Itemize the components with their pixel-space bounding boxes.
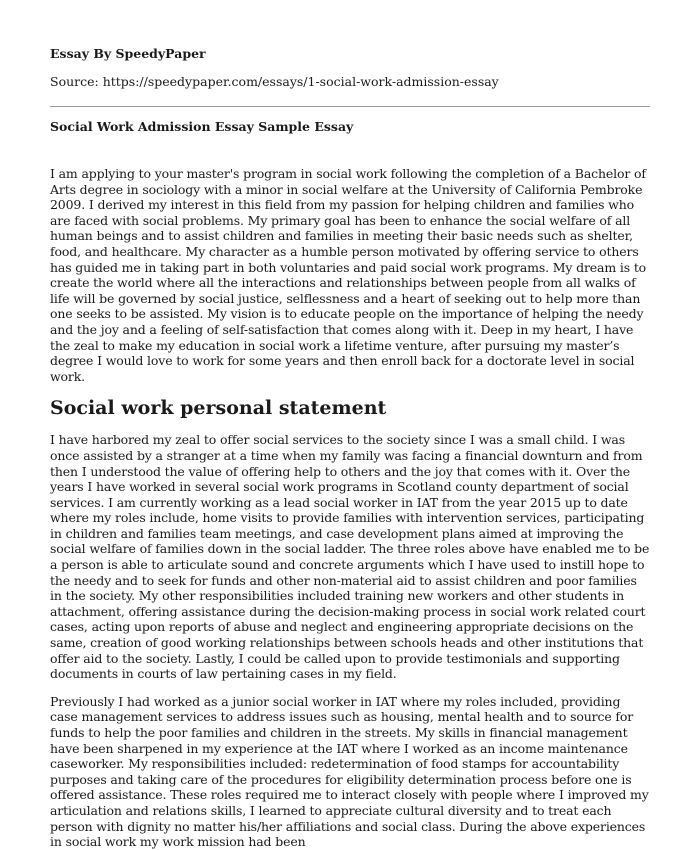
intro-paragraph: I am applying to your master's program in social work following the completion of a Bachelor of Arts degree in sociology with a minor in social welfare at the University of California Pembroke 2009. I derived my interest in this field from my passion for helping children and families who are faced with social problems. My primary goal has been to enhance the social welfare of all human beings and to assist children and families in meeting their basic needs such as shelter, food, and healthcare. My character as a humble person motivated by offering service to others has guided me in taking part in both voluntaries and paid social work programs. My dream is to create the world where all the interactions and relationships between people from all walks of life will be governed by social justice, selflessness and a heart of seeking out to help more than one seeks to be assisted. My vision is to educate people on the importance of helping the needy and the joy and a feeling of self-satisfaction that comes along with it. Deep in my heart, I have the zeal to make my education in social work a lifetime venture, after pursuing my master’s degree I would love to work for some years and then enroll back for a doctorate level in social work. (50, 166, 647, 384)
source-line: Source: https://speedypaper.com/essays/1-social-work-admission-essay (50, 74, 499, 89)
brand-title: Essay By SpeedyPaper (50, 46, 206, 61)
essay-title: Social Work Admission Essay Sample Essay (50, 119, 354, 134)
section-heading: Social work personal statement (50, 397, 387, 420)
body-paragraph-1: I have harbored my zeal to offer social services to the society since I was a small child. I was once assisted by a stranger at a time when my family was facing a financial downturn and from then I understood the value of offering help to others and the joy that comes with it. Over the years I have worked in several social work programs in Scotland county department of social services. I am currently working as a lead social worker in IAT from the year 2015 up to date where my roles include, home visits to provide families with intervention services, participating in children and families team meetings, and case development plans aimed at improving the social welfare of families down in the social ladder. The three roles above have enabled me to be a person is able to articulate sound and concrete arguments which I have used to instill hope to the needy and to seek for funds and other non-material aid to assist children and poor families in the society. My other responsibilities included training new workers and other students in attachment, offering assistance during the decision-making process in social work related court cases, acting upon reports of abuse and neglect and engineering appropriate decisions on the same, creation of good working relationships between schools heads and other institutions that offer aid to the society. Lastly, I could be called upon to provide testimonials and supporting documents in courts of law pertaining cases in my field. (50, 432, 650, 682)
header-divider (50, 106, 650, 107)
body-paragraph-2: Previously I had worked as a junior social worker in IAT where my roles included, providing case management services to address issues such as housing, mental health and to source for funds to help the poor families and children in the streets. My skills in financial management have been sharpened in my experience at the IAT where I worked as an income maintenance caseworker. My responsibilities included: redetermination of food stamps for accountability purposes and taking care of the procedures for eligibility determination process before one is offered assistance. These roles required me to interact closely with people where I improved my articulation and relations skills, I learned to appreciate cultural diversity and to treat each person with dignity no matter his/her affiliations and social class. During the above experiences in social work my work mission had been (50, 693, 649, 850)
